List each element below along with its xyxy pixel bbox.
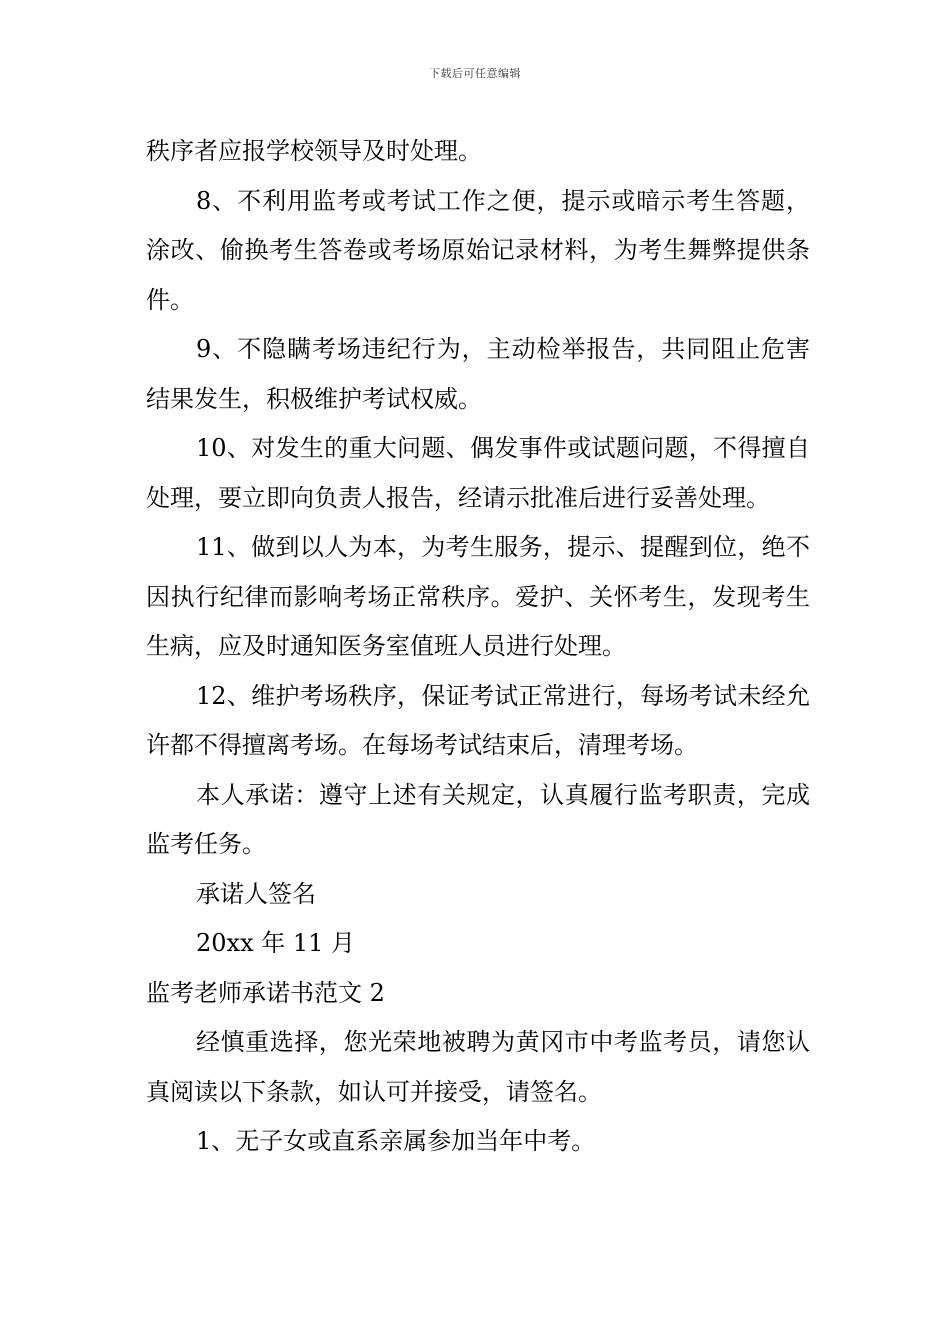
paragraph-item-8: 8、不利用监考或考试工作之便，提示或暗示考生答题，涂改、偷换考生答卷或考场原始记录材料，为考生舞弊提供条件。 — [146, 186, 810, 314]
paragraph-item-12: 12、维护考场秩序，保证考试正常进行，每场考试未经允许都不得擅离考场。在每场考试结束后，清理考场。 — [146, 681, 810, 759]
document-body — [146, 127, 810, 1167]
paragraph-item-9: 9、不隐瞒考场违纪行为，主动检举报告，共同阻止危害结果发生，积极维护考试权威。 — [146, 335, 810, 413]
paragraph-order-continuation: 秩序者应报学校领导及时处理。 — [146, 137, 482, 165]
paragraph-commitment: 本人承诺：遵守上述有关规定，认真履行监考职责，完成监考任务。 — [146, 780, 810, 858]
paragraph-item-1: 1、无子女或直系亲属参加当年中考。 — [196, 1127, 596, 1155]
paragraph-item-11: 11、做到以人为本，为考生服务，提示、提醒到位，绝不因执行纪律而影响考场正常秩序。爱护、关怀考生，发现考生生病，应及时通知医务室值班人员进行处理。 — [146, 533, 810, 660]
paragraph-intro: 经慎重选择，您光荣地被聘为黄冈市中考监考员，请您认真阅读以下条款，如认可并接受，请签名。 — [146, 1028, 810, 1106]
date-line: 20xx 年 11 月 — [196, 929, 356, 957]
paragraph-item-10: 10、对发生的重大问题、偶发事件或试题问题，不得擅自处理，要立即向负责人报告，经请示批准后进行妥善处理。 — [146, 434, 810, 512]
page-header-note: 下载后可任意编辑 — [429, 67, 521, 80]
section-title: 监考老师承诺书范文 2 — [146, 978, 385, 1007]
signature-label: 承诺人签名 — [196, 879, 316, 908]
